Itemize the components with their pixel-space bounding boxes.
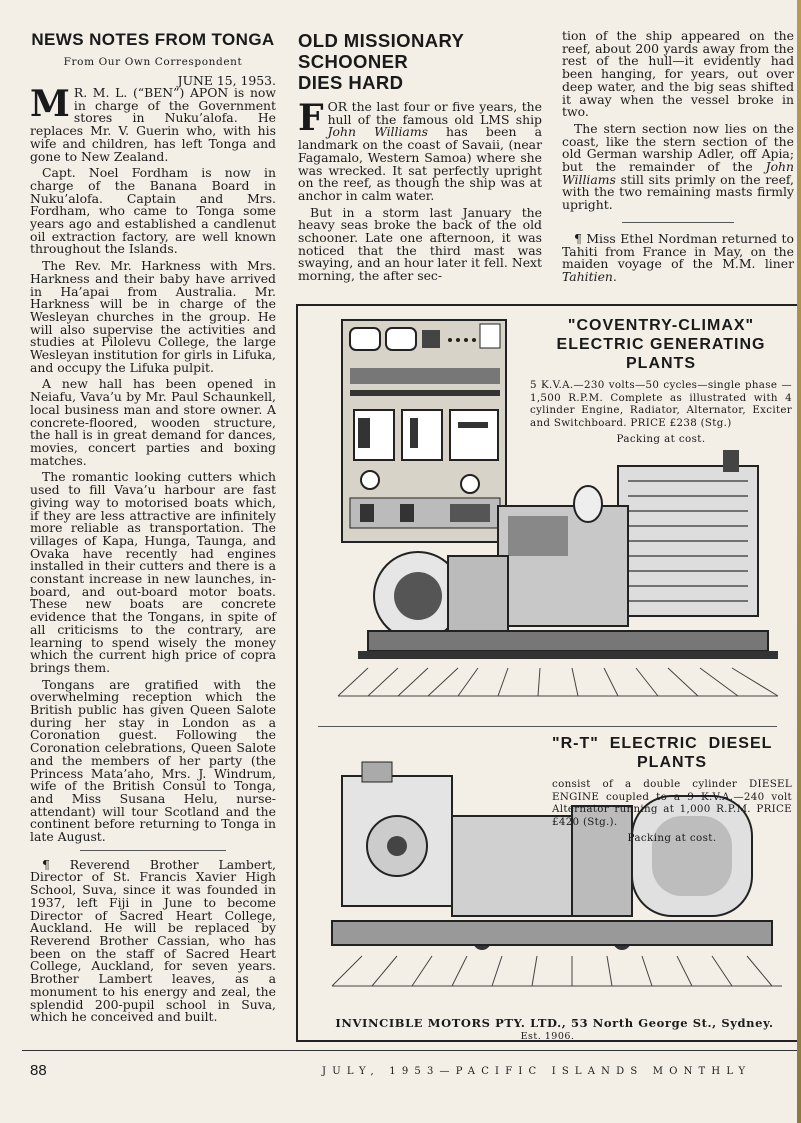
packing-note: Packing at cost. — [627, 832, 717, 844]
divider — [80, 850, 226, 851]
paragraph: Tongans are gratified with the overwhelming reception which the British public has given Queen Salote during her stay in London as a Coronation guest. Following the Coronation celebrations, Queen Salote and the members of her party (the Princess Mata’aho, Mrs. J. Windrum, wife of the British Consul to Tonga, and Miss Susana Helu, nurse-attendant) will tour Scotland and the continent before returning to Tonga in late August. — [30, 676, 276, 845]
correspondent-byline: From Our Own Correspondent — [63, 56, 243, 68]
packing-note: Packing at cost. — [616, 433, 706, 445]
drop-cap: M — [30, 83, 70, 125]
established-year: Est. 1906. — [520, 1031, 575, 1042]
paragraph: M R. M. L. (“BEN”) APON is now in charge of the Government stores in Nuku’alofa. He replaces Mr. V. Guerin who, with his wife and children, has left Tonga and gone to New Zealand. — [30, 83, 276, 164]
ship-name: Tahitien — [562, 268, 613, 284]
ship-name: John Williams — [327, 124, 428, 140]
running-footer: JULY, 1953—PACIFIC ISLANDS MONTHLY — [322, 1066, 752, 1077]
paragraph: The romantic looking cutters which used to fill Vava’u harbour are fast giving way to motorised boats which, if they are less attractive are infinitely more reliable as transportation. The villages of Kapa, Hunga, Taunga, and Ovaka have recently had engines installed in their cutters and there is a constant increase in new launches, in-board, and out-board motor boats. These new boats are concrete evidence that the Tongans, in spite of all criticisms to the contrary, are learning to spend wisely the money which the current high price of copra brings them. — [30, 469, 276, 675]
coventry-spec: 5 K.V.A.—230 volts—50 cycles—single phase —1,500 R.P.M. Complete as illustrated with 4 cylinder Engine, Radiator, Alternator, Exciter and Switchboard. PRICE £238 (Stg.) — [530, 379, 792, 429]
column-missionary-schooner — [298, 30, 542, 287]
dateline: JUNE 15, 1953. — [177, 73, 276, 88]
article-title-schooner: OLD MISSIONARY SCHOONER DIES HARD — [298, 30, 465, 93]
paragraph: The Rev. Mr. Harkness with Mrs. Harkness and their baby have arrived in Ha’apai from Australia. Mr. Harkness will be in charge of the Wesleyan churches in the group. He will also supervise the activities and studies at Pilolevu College, the large Wesleyan institution for girls in Lifuka, and occupy the Lifuka pulpit. — [30, 258, 276, 375]
page-edge — [797, 0, 801, 1123]
paragraph: tion of the ship appeared on the reef, about 200 yards away from the rest of the hull—it evidently had been hanging, for years, out over deep water, and the big seas shifted it away when the vessel broke in two. — [562, 28, 794, 120]
ship-name: John Williams — [562, 159, 794, 187]
advertisement-invincible-motors — [296, 304, 799, 1042]
page-number: 88 — [30, 1062, 47, 1079]
coventry-climax-section — [530, 316, 792, 445]
paragraph: But in a storm last January the heavy seas broke the back of the old schooner. Late one afternoon, it was noticed that the third mast was swaying, and an hour later it fell. Next morning, the after sec- — [298, 204, 542, 284]
footer-rule — [22, 1050, 798, 1051]
paragraph: FOR the last four or five years, the hull of the famous old LMS ship John Williams has been a landmark on the coast of Savaii, (near Fagamalo, Western Samoa) where she was wrecked. It sat perfectly upright on the reef, as though the ship was at anchor in calm water. — [298, 97, 542, 203]
paragraph: Capt. Noel Fordham is now in charge of the Banana Board in Nuku’alofa. Captain and Mrs. Fordham, who came to Tonga some years ago and established a candlenut oil extraction factory, are well known throughout the Islands. — [30, 165, 276, 257]
column-news-notes-tonga — [30, 30, 276, 1028]
rt-diesel-section — [552, 734, 792, 844]
article-title-tonga: NEWS NOTES FROM TONGA — [31, 30, 275, 49]
rt-spec: consist of a double cylinder DIESEL ENGINE coupled to a 9 K.V.A.—240 volt Alternator running at 1,000 R.P.M. PRICE £420 (Stg.). — [552, 778, 792, 828]
divider — [622, 222, 734, 223]
column-continued — [562, 30, 794, 288]
paragraph: ¶ Miss Ethel Nordman returned to Tahiti from France in May, on the maiden voyage of the M.M. liner Tahitien. — [562, 230, 794, 284]
ad-title-rt: "R-T" ELECTRIC DIESEL PLANTS — [552, 735, 773, 771]
paragraph: ¶ Reverend Brother Lambert, Director of St. Francis Xavier High School, Suva, since it was founded in 1937, left Fiji in June to become Director of Sacred Heart College, Auckland. He will be replaced by Reverend Brother Cassian, who has been on the staff of Sacred Heart College, Auckland, for seven years. Brother Lambert leaves, as a monument to his energy and zeal, the splendid 200-pupil school in Suva, which he conceived and built. — [30, 856, 276, 1025]
paragraph: A new hall has been opened in Neiafu, Vava’u by Mr. Paul Schaunkell, local business man and store owner. A concrete-floored, wooden structure, the hall is in great demand for dances, movies, concert parties and boxing matches. — [30, 376, 276, 468]
paragraph: The stern section now lies on the coast, like the stern section of the old German warship Adler, off Apia; but the remainder of the John Williams still sits primly on the reef, with the two remaining masts firmly upright. — [562, 120, 794, 213]
company-address: INVINCIBLE MOTORS PTY. LTD., 53 North George St., Sydney. — [335, 1016, 774, 1030]
ad-title-coventry: "COVENTRY-CLIMAX" ELECTRIC GENERATING PLANTS — [556, 317, 766, 372]
ad-divider — [318, 726, 777, 727]
drop-cap: F — [298, 97, 324, 139]
generating-plant-illustration — [328, 446, 788, 721]
